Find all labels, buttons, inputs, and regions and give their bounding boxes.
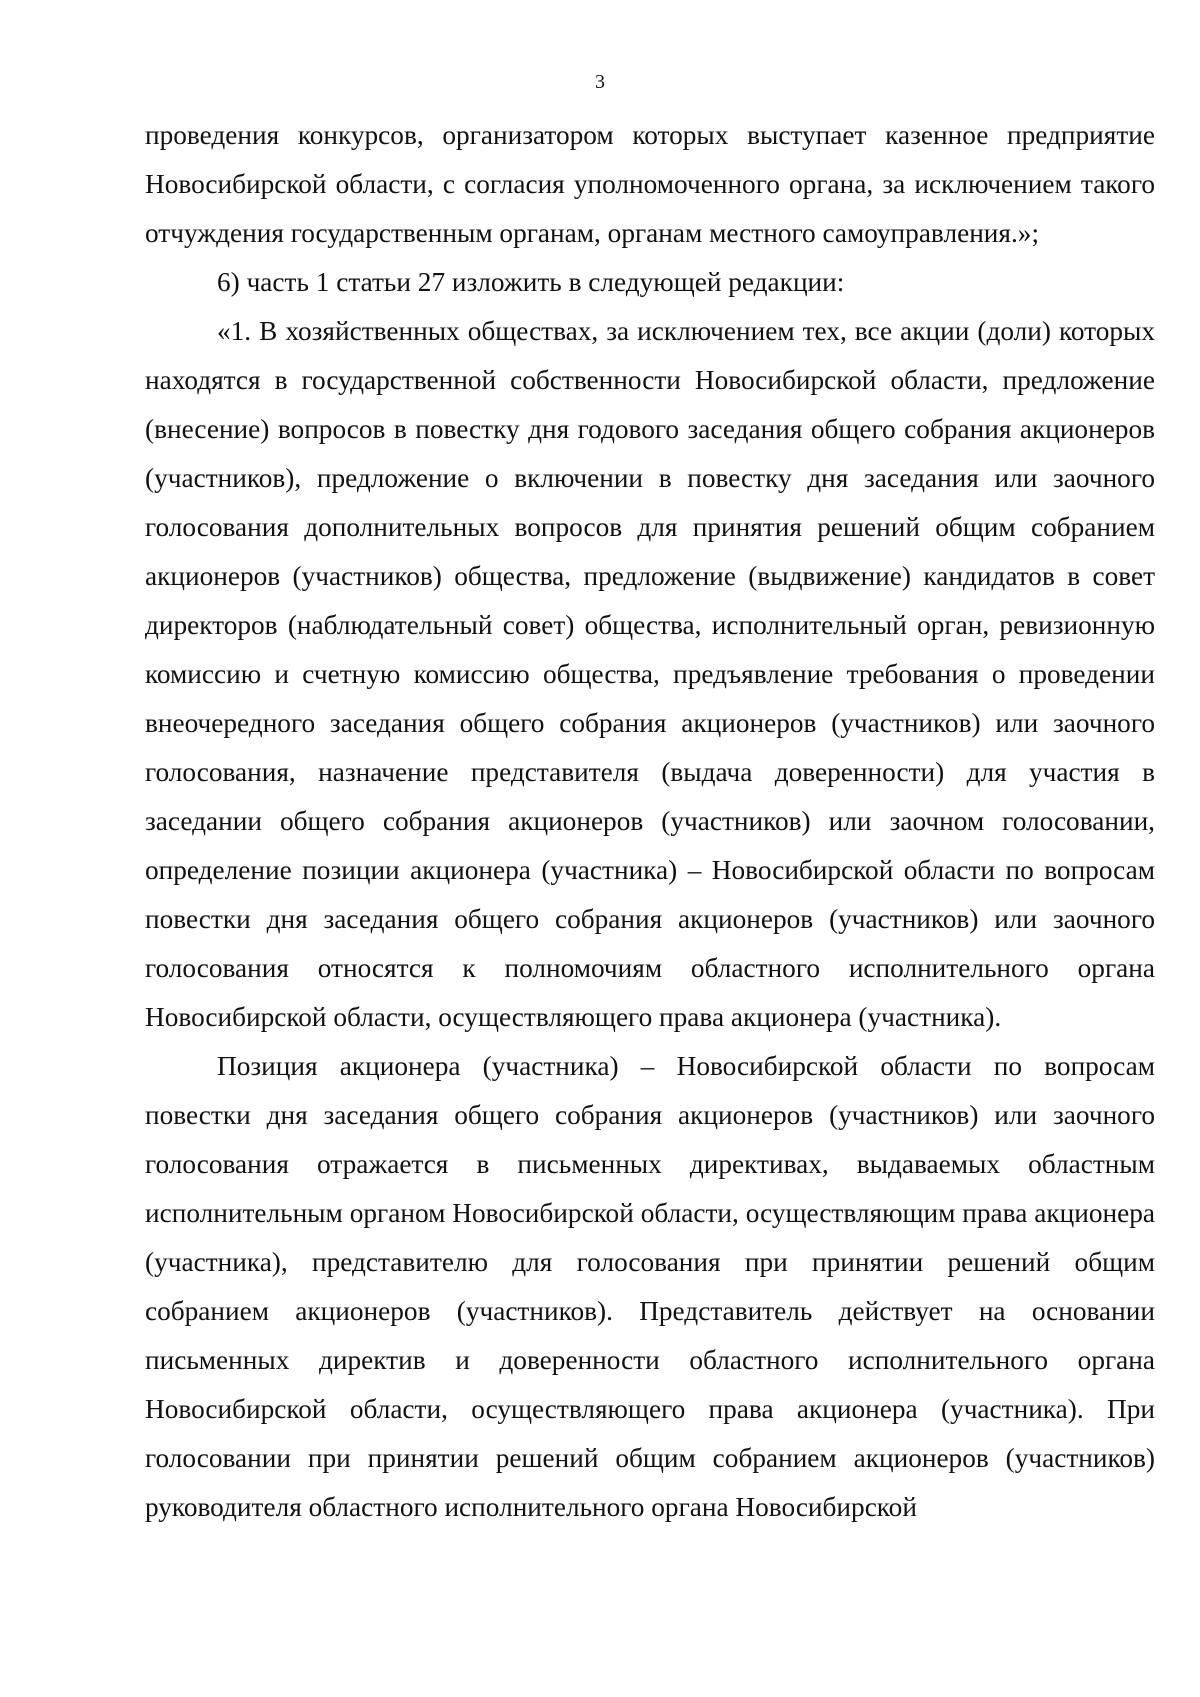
paragraph-continuation: проведения конкурсов, организатором которых выступает казенное предприятие Новосибирской области, с согласия уполномоченного органа, за исключением такого отчуждения государственным органам, органам местного самоуправления.»; <box>145 120 1155 248</box>
page-number: 3 <box>595 71 605 93</box>
paragraph-shareholder-position: Позиция акционера (участника) – Новосибирской области по вопросам повестки дня заседания общего собрания акционеров (участников) или заочного голосования отражается в письменных директивах, выдаваемых областным исполнительным органом Новосибирской области, осуществляющим права акционера (участника), представителю для голосования при принятии решений общим собранием акционеров (участников). Представитель действует на основании письменных директив и доверенности областного исполнительного органа Новосибирской области, осуществляющего права акционера (участника). При голосовании при принятии решений общим собранием акционеров (участников) руководителя областного исполнительного органа Новосибирской <box>145 1051 1155 1522</box>
document-body <box>145 111 1155 1532</box>
paragraph-article-27-part-1: «1. В хозяйственных обществах, за исключением тех, все акции (доли) которых находятся в государственной собственности Новосибирской области, предложение (внесение) вопросов в повестку дня годового заседания общего собрания акционеров (участников), предложение о включении в повестку дня заседания или заочного голосования дополнительных вопросов для принятия решений общим собранием акционеров (участников) общества, предложение (выдвижение) кандидатов в совет директоров (наблюдательный совет) общества, исполнительный орган, ревизионную комиссию и счетную комиссию общества, предъявление требования о проведении внеочередного заседания общего собрания акционеров (участников) или заочного голосования, назначение представителя (выдача доверенности) для участия в заседании общего собрания акционеров (участников) или заочном голосовании, определение позиции акционера (участника) – Новосибирской области по вопросам повестки дня заседания общего собрания акционеров (участников) или заочного голосования относятся к полномочиям областного исполнительного органа Новосибирской области, осуществляющего права акционера (участника). <box>145 316 1155 1032</box>
paragraph-amendment-item-6: 6) часть 1 статьи 27 изложить в следующей редакции: <box>217 267 845 297</box>
